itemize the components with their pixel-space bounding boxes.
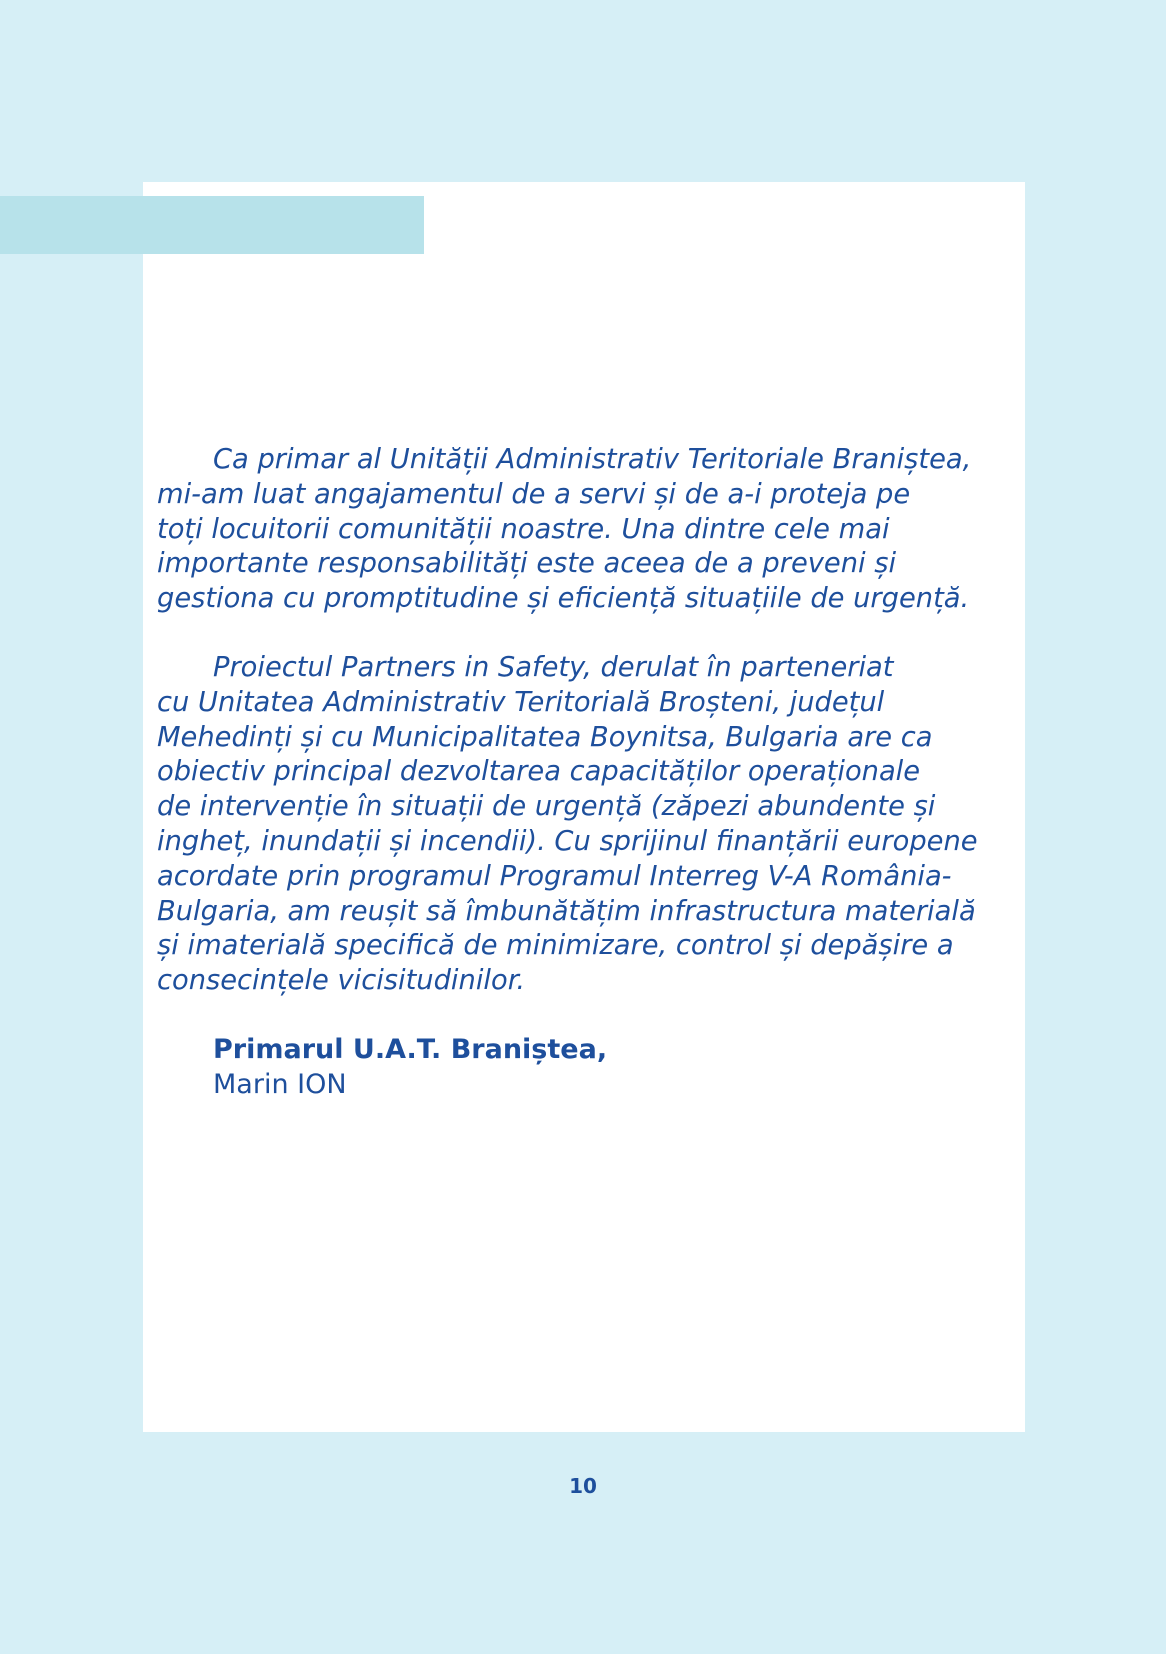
signature-role: Primarul U.A.T. Braniștea, [213,1033,608,1065]
paragraph-intro: Ca primar al Unității Administrativ Teritoriale Braniștea, mi-am luat angajamentul de a servi și de a-i proteja pe toți locuitorii comunității noastre. Una dintre cele mai importante responsabilități este aceea de a preveni și gestiona cu promptitudine și eficiență situațiile de urgență. [157,444,972,615]
signature-name: Marin ION [213,1068,347,1100]
signature-block [157,1033,1017,1103]
page-number: 10 [569,1474,597,1498]
letter-content [157,443,1017,1103]
paragraph-project: Proiectul Partners in Safety, derulat în parteneriat cu Unitatea Administrativ Teritorială Broșteni, județul Mehedinți și cu Municipalitatea Boynitsa, Bulgaria are ca obiectiv principal dezvoltarea capacităților operaționale de intervenție în situații de urgență (zăpezi abundente și ingheț, inundații și incendii). Cu sprijinul finanțării europene acordate prin programul Programul Interreg V-A România- Bulgaria, am reușit să îmbunătățim infrastructura materială și imaterială specifică de minimizare, control și depășire a consecințele vicisitudinilor. [157,651,978,997]
accent-bar [0,196,424,254]
